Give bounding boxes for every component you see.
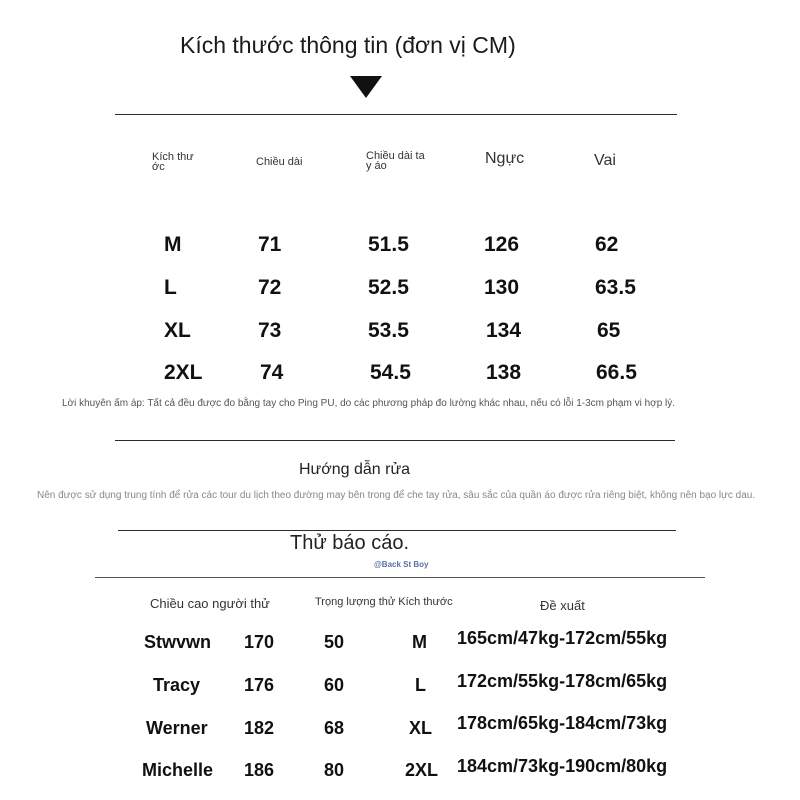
- shoulder-cell: 63.5: [595, 276, 636, 299]
- shoulder-header: Vai: [594, 152, 616, 169]
- recommend-range: 178cm/65kg-184cm/73kg: [457, 713, 668, 733]
- tester-size: M: [412, 632, 427, 652]
- length-cell: 72: [258, 276, 282, 299]
- sleeve-cell: 51.5: [368, 233, 409, 256]
- size-cell: M: [164, 233, 182, 256]
- recommend-range: 172cm/55kg-178cm/65kg: [457, 671, 668, 691]
- shoulder-cell: 65: [597, 319, 621, 342]
- recommend-range: 165cm/47kg-172cm/55kg: [457, 628, 668, 648]
- chest-cell: 134: [486, 319, 522, 342]
- tester-height: 170: [244, 632, 275, 652]
- tester-name: Werner: [146, 718, 208, 738]
- washing-text: Nên được sử dụng trung tính để rửa các tour du lịch theo đường may bên trong để che tay rửa, sâu sắc của quần áo được rửa riêng biệt, không nên bạo lực dau.: [37, 490, 756, 501]
- divider: [115, 114, 677, 115]
- tester-weight: 50: [324, 632, 345, 652]
- tester-size: L: [415, 675, 426, 695]
- tester-name: Stwvwn: [144, 632, 212, 652]
- length-cell: 71: [258, 233, 282, 256]
- page-title: Kích thước thông tin (đơn vị CM): [180, 32, 516, 58]
- tester-weight: 80: [324, 760, 345, 780]
- sleeve-length-header: Chiều dài ta y áo: [366, 150, 425, 172]
- divider: [115, 440, 675, 441]
- divider: [95, 577, 705, 578]
- tester-size: 2XL: [405, 760, 439, 780]
- advice-note: Lời khuyên ấm áp: Tất cả đều được đo bằng tay cho Ping PU, do các phương pháp đo lường khác nhau, nếu có lỗi 1-3cm phạm vi hợp lý.: [62, 398, 676, 409]
- divider: [118, 530, 676, 531]
- tester-weight: 60: [324, 675, 345, 695]
- recommend-range: 184cm/73kg-190cm/80kg: [457, 756, 668, 776]
- brand-logo: @Back St Boy: [374, 560, 429, 569]
- size-cell: XL: [164, 319, 191, 342]
- size-cell: L: [164, 276, 177, 299]
- sleeve-cell: 54.5: [370, 361, 411, 384]
- size-header: Kích thư ớc: [152, 151, 194, 173]
- length-header: Chiều dài: [256, 156, 303, 168]
- chest-cell: 130: [484, 276, 520, 299]
- report-title: Thử báo cáo.: [290, 532, 410, 554]
- tester-weight-size-header: Trọng lượng thử Kích thước: [315, 596, 453, 608]
- shoulder-cell: 66.5: [596, 361, 637, 384]
- length-cell: 73: [258, 319, 282, 342]
- length-cell: 74: [260, 361, 284, 384]
- tester-height-header: Chiều cao người thử: [150, 596, 270, 611]
- chest-cell: 126: [484, 233, 520, 256]
- sleeve-cell: 52.5: [368, 276, 409, 299]
- recommend-header: Đề xuất: [540, 598, 585, 613]
- shoulder-cell: 62: [595, 233, 619, 256]
- size-cell: 2XL: [164, 361, 203, 384]
- tester-size: XL: [409, 718, 433, 738]
- tester-height: 186: [244, 760, 275, 780]
- tester-weight: 68: [324, 718, 345, 738]
- tester-height: 176: [244, 675, 275, 695]
- washing-title: Hướng dẫn rửa: [299, 461, 411, 478]
- tester-name: Tracy: [153, 675, 201, 695]
- chest-cell: 138: [486, 361, 522, 384]
- down-arrow-icon: [350, 76, 382, 98]
- sleeve-cell: 53.5: [368, 319, 409, 342]
- tester-name: Michelle: [142, 760, 214, 780]
- tester-height: 182: [244, 718, 275, 738]
- chest-header: Ngực: [485, 150, 525, 167]
